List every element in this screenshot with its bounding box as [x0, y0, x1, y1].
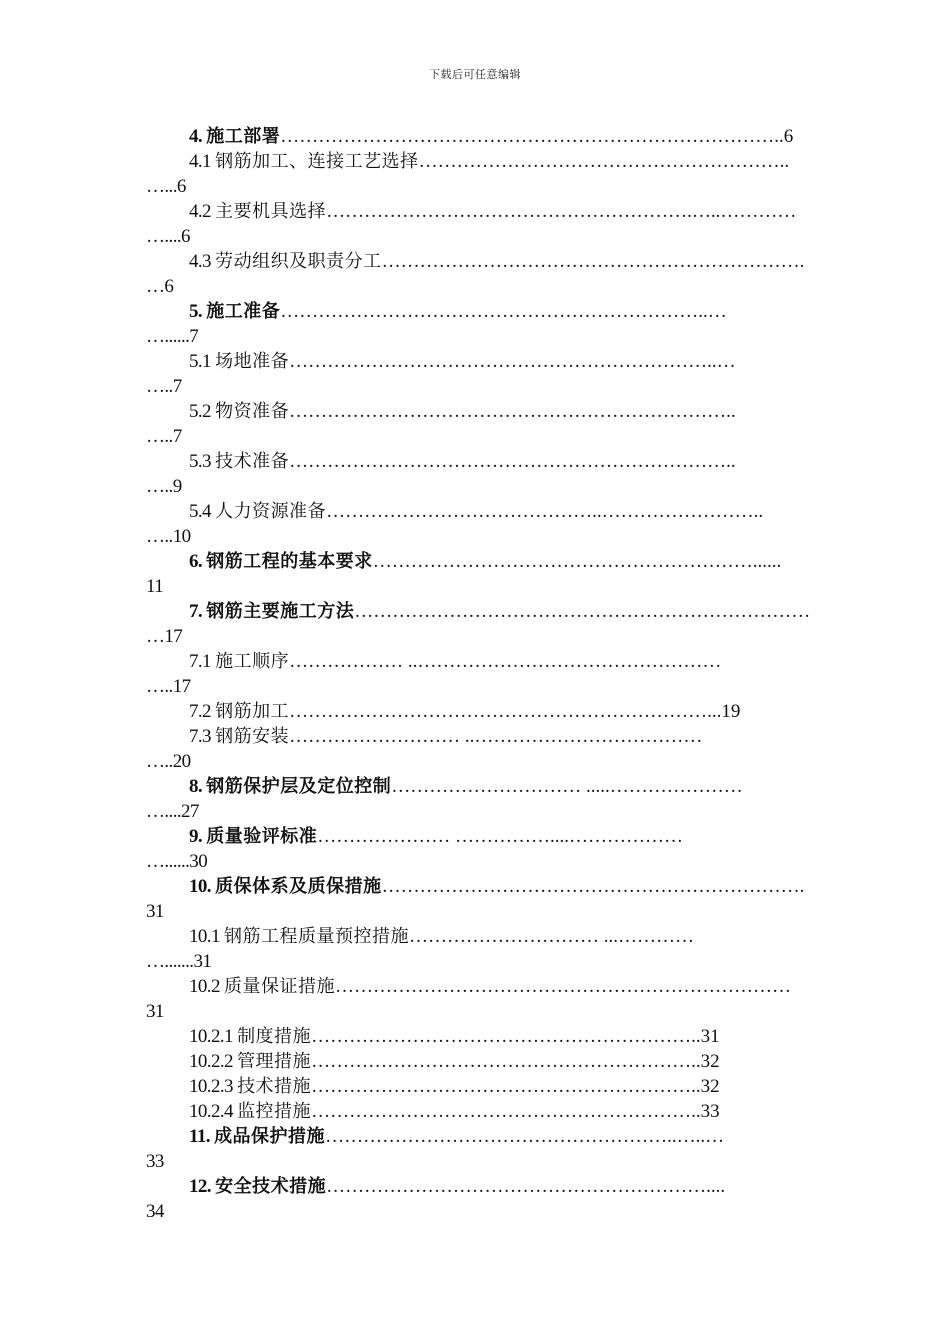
toc-number: 10.2	[189, 976, 220, 997]
toc-entry[interactable]	[146, 249, 814, 299]
toc-leader: ……………………………………………………………..	[289, 401, 736, 422]
toc-entry-line	[146, 299, 814, 324]
toc-entry[interactable]	[146, 349, 814, 399]
toc-page-number: …......7	[146, 326, 199, 347]
toc-page-number: …......30	[146, 851, 208, 872]
toc-page-number: …..9	[146, 476, 182, 497]
toc-page-number: …..10	[146, 526, 191, 547]
toc-number: 5.	[189, 301, 203, 322]
toc-title: 质保体系及质保措施	[215, 876, 382, 897]
toc-page-number: …6	[146, 276, 174, 297]
toc-entry-line	[146, 124, 814, 149]
toc-leader: ………………………………………………………………	[335, 976, 792, 997]
toc-entry-line	[146, 1024, 814, 1049]
toc-leader: ………………………………………………………….	[381, 876, 805, 897]
toc-entry-line	[146, 1074, 814, 1099]
toc-leader: ………………………………………………………………	[354, 601, 811, 622]
toc-entry-line	[146, 774, 814, 799]
toc-entry[interactable]	[146, 824, 814, 874]
toc-title: 钢筋加工	[215, 701, 290, 722]
toc-entry[interactable]	[146, 1174, 814, 1224]
toc-title: 钢筋工程质量预控措施	[224, 926, 410, 947]
toc-number: 12.	[189, 1176, 211, 1197]
toc-number: 10.2.4	[189, 1101, 233, 1122]
toc-title: 监控措施	[237, 1101, 312, 1122]
toc-entry[interactable]	[146, 199, 814, 249]
toc-entry-line	[146, 1174, 814, 1199]
toc-leader: ……………………………………………………..32	[311, 1051, 720, 1072]
toc-entry[interactable]	[146, 649, 814, 699]
toc-entry-line	[146, 199, 814, 224]
toc-page-number: 31	[146, 1001, 164, 1022]
toc-page-number: 34	[146, 1201, 164, 1222]
toc-entry-line	[146, 824, 814, 849]
toc-number: 10.1	[189, 926, 220, 947]
toc-entry[interactable]	[146, 1099, 814, 1124]
toc-entry-line	[146, 1099, 814, 1124]
toc-title: 成品保护措施	[214, 1126, 326, 1147]
toc-leader: ……………………………………………………..31	[311, 1026, 720, 1047]
toc-page-number: …....6	[146, 226, 190, 247]
toc-entry[interactable]	[146, 599, 814, 649]
toc-leader: ……………………………………………………......	[372, 551, 782, 572]
toc-title: 钢筋保护层及定位控制	[206, 776, 392, 797]
toc-entry-line	[146, 1124, 814, 1149]
toc-entry-line	[146, 874, 814, 899]
toc-number: 5.3	[189, 451, 211, 472]
toc-entry[interactable]	[146, 974, 814, 1024]
toc-leader: ……………………… ..………………………………	[289, 726, 703, 747]
toc-number: 10.2.3	[189, 1076, 233, 1097]
toc-number: 7.2	[189, 701, 211, 722]
toc-entry-line	[146, 149, 814, 174]
toc-number: 10.2.2	[189, 1051, 233, 1072]
toc-entry[interactable]	[146, 124, 814, 149]
toc-entry[interactable]	[146, 399, 814, 449]
toc-entry[interactable]	[146, 874, 814, 924]
toc-entry-line	[146, 924, 814, 949]
toc-leader: ………………………………………………………….	[381, 251, 805, 272]
toc-page-number: …..7	[146, 426, 182, 447]
toc-title: 钢筋工程的基本要求	[206, 551, 373, 572]
toc-title: 主要机具选择	[215, 201, 327, 222]
toc-entry-line	[146, 449, 814, 474]
toc-number: 5.4	[189, 501, 211, 522]
toc-number: 4.3	[189, 251, 211, 272]
toc-number: 7.3	[189, 726, 211, 747]
toc-leader: ……………………………………………………………………..	[280, 126, 784, 147]
toc-entry[interactable]	[146, 774, 814, 824]
toc-page-number: 6	[783, 126, 793, 147]
toc-entry[interactable]	[146, 549, 814, 599]
toc-entry[interactable]	[146, 1074, 814, 1099]
toc-title: 钢筋主要施工方法	[206, 601, 355, 622]
toc-entry-line	[146, 724, 814, 749]
toc-entry-line	[146, 499, 814, 524]
toc-title: 管理措施	[237, 1051, 312, 1072]
toc-entry-line	[146, 599, 814, 624]
toc-page-number: …..20	[146, 751, 191, 772]
toc-leader: ……………………………………………………..32	[311, 1076, 720, 1097]
toc-title: 安全技术措施	[215, 1176, 327, 1197]
toc-page-number: 11	[146, 576, 164, 597]
toc-page-number: …..17	[146, 676, 191, 697]
toc-leader: ……………………………………………………………..	[289, 451, 736, 472]
toc-entry[interactable]	[146, 924, 814, 974]
toc-entry[interactable]	[146, 149, 814, 199]
toc-title: 劳动组织及职责分工	[215, 251, 382, 272]
toc-title: 钢筋安装	[215, 726, 290, 747]
toc-entry[interactable]	[146, 699, 814, 724]
toc-entry[interactable]	[146, 1049, 814, 1074]
toc-title: 质量验评标准	[206, 826, 318, 847]
toc-leader: …………………………………………………..	[418, 151, 790, 172]
toc-entry-line	[146, 249, 814, 274]
toc-page-number: 33	[146, 1151, 164, 1172]
toc-page-number: …....27	[146, 801, 199, 822]
toc-entry-line	[146, 549, 814, 574]
toc-title: 钢筋加工、连接工艺选择	[215, 151, 419, 172]
toc-entry[interactable]	[146, 499, 814, 549]
toc-leader: …………………………………………………………...19	[289, 701, 741, 722]
toc-number: 4.	[189, 126, 203, 147]
toc-entry[interactable]	[146, 724, 814, 774]
toc-leader: ……………… ..…………………………………………	[289, 651, 722, 672]
toc-number: 8.	[189, 776, 203, 797]
toc-title: 施工顺序	[215, 651, 290, 672]
toc-entry[interactable]	[146, 299, 814, 349]
toc-page-number: 31	[146, 901, 164, 922]
table-of-contents	[146, 124, 814, 1224]
toc-number: 6.	[189, 551, 203, 572]
toc-page-number: ….......31	[146, 951, 212, 972]
toc-entry-line	[146, 349, 814, 374]
toc-entry[interactable]	[146, 449, 814, 499]
toc-page-number: …17	[146, 626, 183, 647]
toc-entry[interactable]	[146, 1024, 814, 1049]
toc-leader: ………………… ……………....………………	[317, 826, 683, 847]
toc-number: 10.2.1	[189, 1026, 233, 1047]
toc-leader: ……………………………………………………....	[326, 1176, 726, 1197]
toc-number: 7.1	[189, 651, 211, 672]
toc-entry-line	[146, 1049, 814, 1074]
toc-leader: ………………………………………………..…..…	[325, 1126, 725, 1147]
toc-title: 场地准备	[215, 351, 290, 372]
toc-leader: …………………………………………………………..…	[289, 351, 736, 372]
toc-leader: ………………………………………………….…..…………	[326, 201, 797, 222]
toc-entry-line	[146, 699, 814, 724]
toc-page-number: …...6	[146, 176, 186, 197]
toc-leader: ……………………………………..……………………..	[326, 501, 764, 522]
toc-title: 人力资源准备	[215, 501, 327, 522]
toc-title: 质量保证措施	[224, 976, 336, 997]
toc-leader: ………………………… ...…………	[409, 926, 695, 947]
toc-leader: ……………………………………………………..33	[311, 1101, 720, 1122]
toc-title: 施工部署	[206, 126, 281, 147]
toc-number: 5.1	[189, 351, 211, 372]
toc-title: 施工准备	[206, 301, 281, 322]
toc-entry-line	[146, 399, 814, 424]
toc-leader: …………………………………………………………..…	[280, 301, 727, 322]
toc-number: 10.	[189, 876, 211, 897]
toc-title: 制度措施	[237, 1026, 312, 1047]
toc-entry-line	[146, 974, 814, 999]
toc-entry[interactable]	[146, 1124, 814, 1174]
page-header: 下载后可任意编辑	[429, 68, 521, 81]
toc-number: 5.2	[189, 401, 211, 422]
toc-number: 11.	[189, 1126, 210, 1147]
toc-number: 4.1	[189, 151, 211, 172]
toc-entry-line	[146, 649, 814, 674]
toc-page-number: …..7	[146, 376, 182, 397]
toc-leader: ………………………… .....…………………	[391, 776, 743, 797]
toc-number: 7.	[189, 601, 203, 622]
toc-number: 9.	[189, 826, 203, 847]
toc-title: 物资准备	[215, 401, 290, 422]
toc-title: 技术准备	[215, 451, 290, 472]
toc-title: 技术措施	[237, 1076, 312, 1097]
toc-number: 4.2	[189, 201, 211, 222]
